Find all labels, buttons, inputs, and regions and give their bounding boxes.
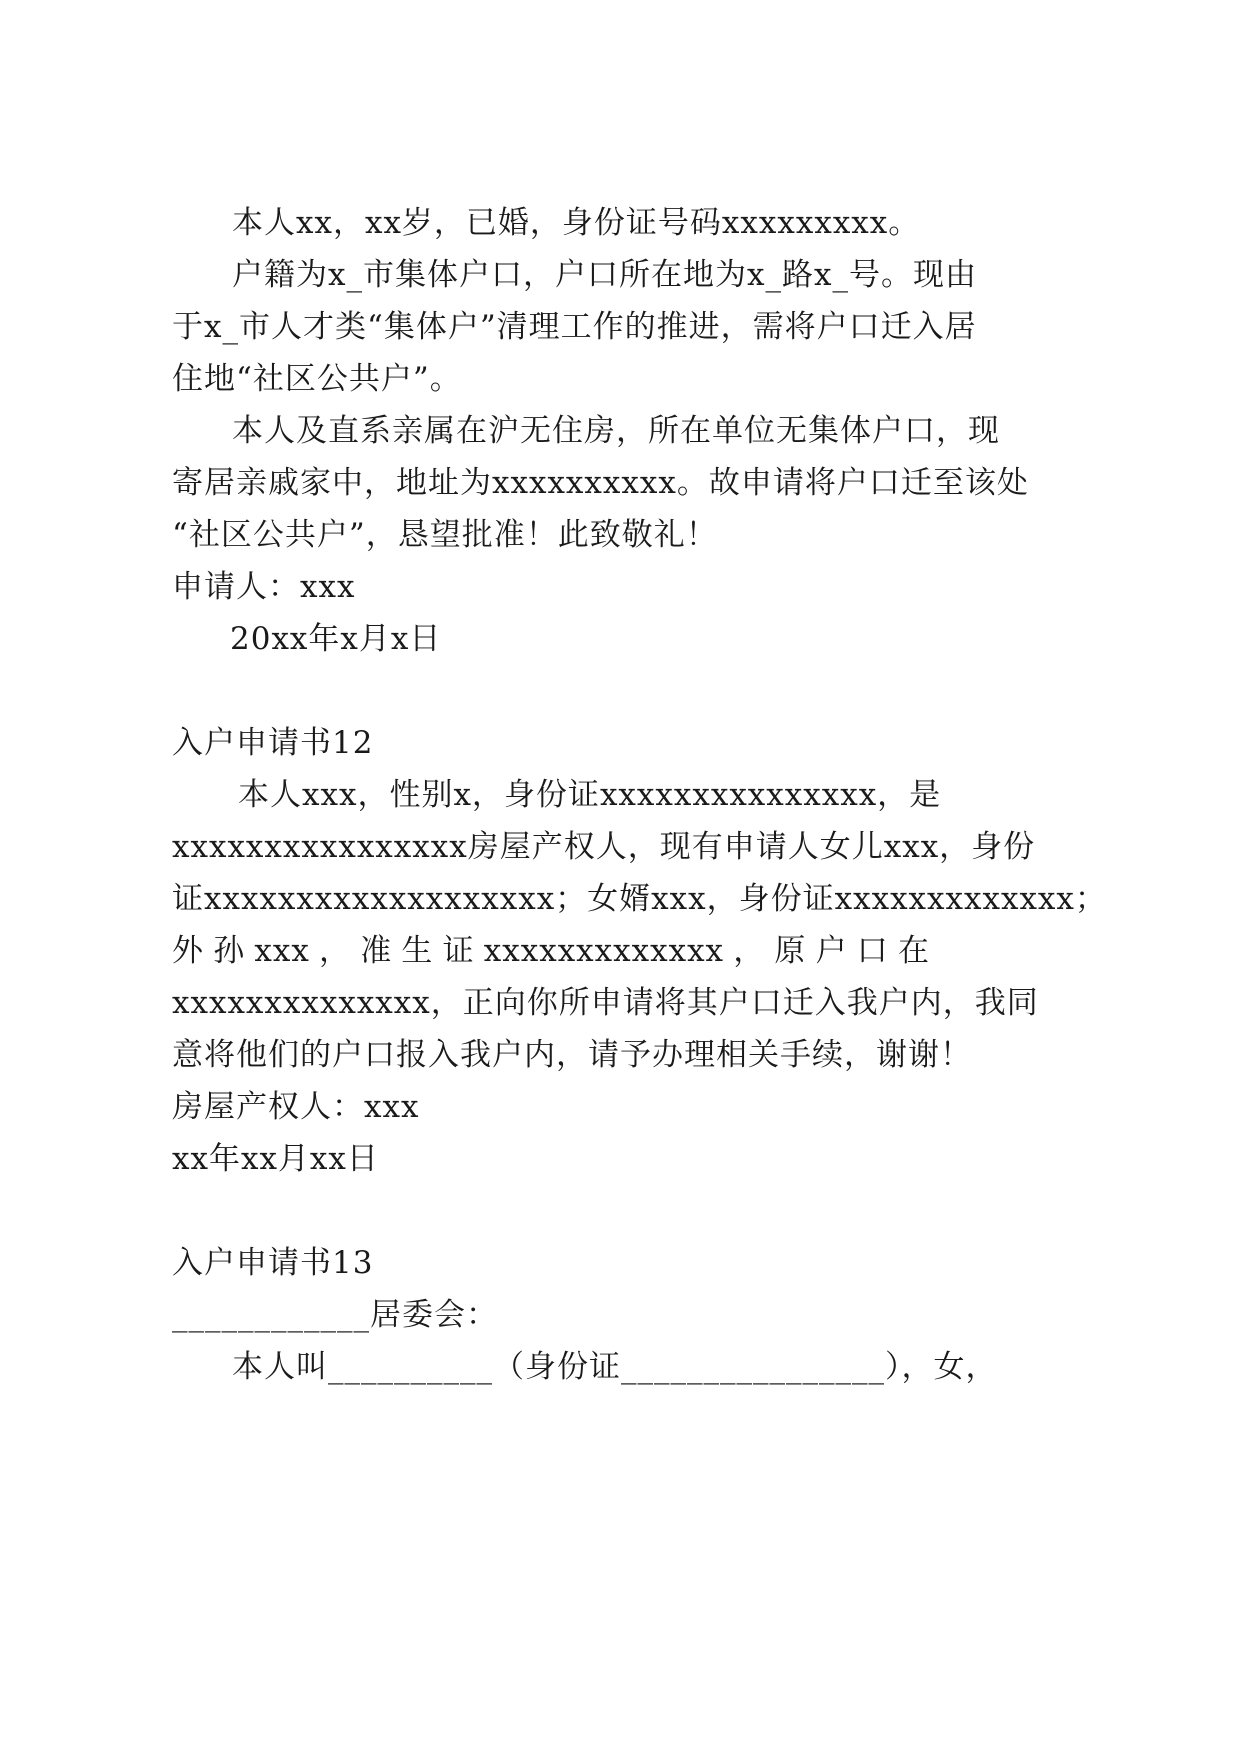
section12-date: xx年xx月xx日 [172, 1141, 379, 1177]
text-segment: 外 [172, 933, 204, 969]
paragraph-identity: 本人xx，xx岁，已婚，身份证号码xxxxxxxxx。 [232, 205, 921, 241]
text-segment: 证 [442, 933, 475, 969]
text-segment: 生 [401, 933, 434, 969]
text-segment: 原 [774, 933, 807, 969]
applicant-signature: 申请人：xxx [172, 569, 356, 605]
section13-line1: 本人叫__________（身份证________________），女， [232, 1349, 998, 1385]
paragraph-household-line2: 于x_市人才类“集体户”清理工作的推进，需将户口迁入居 [172, 309, 977, 345]
text-segment: 口 [856, 933, 889, 969]
paragraph-housing-line3: “社区公共户”，恳望批准！此致敬礼！ [172, 517, 718, 553]
text-segment: 在 [897, 933, 930, 969]
text-segment: 本人xxx， [238, 777, 390, 813]
text-segment: ， [319, 933, 352, 969]
section12-line3: 证xxxxxxxxxxxxxxxxxxx；女婿xxx，身份证xxxxxxxxxxxxx； [172, 881, 1107, 917]
text-segment: 是 [909, 777, 942, 813]
section-title-12: 入户申请书12 [172, 725, 374, 761]
paragraph-household-line1: 户籍为x_市集体户口，户口所在地为x_路x_号。现由 [232, 257, 977, 293]
application-date: 20xx年x月x日 [230, 621, 442, 657]
text-segment: 孙 [213, 933, 246, 969]
paragraph-household-line3: 住地“社区公共户”。 [172, 361, 462, 397]
section12-line1 [238, 775, 942, 815]
section12-line6: 意将他们的户口报入我户内，请予办理相关手续，谢谢！ [172, 1037, 972, 1073]
text-segment: xxxxxxxxxxxxxxx， [599, 777, 910, 813]
text-segment: 户 [815, 933, 848, 969]
paragraph-housing-line1: 本人及直系亲属在沪无住房，所在单位无集体户口，现 [232, 413, 1000, 449]
section12-line4 [172, 931, 930, 971]
section-title-13: 入户申请书13 [172, 1245, 374, 1281]
text-segment: xxxxxxxxxxxxx [483, 933, 725, 969]
paragraph-housing-line2: 寄居亲戚家中，地址为xxxxxxxxxx。故申请将户口迁至该处 [172, 465, 1029, 501]
committee-addressee: ____________居委会： [172, 1297, 498, 1333]
text-segment: 身份证 [503, 777, 600, 813]
owner-signature: 房屋产权人：xxx [172, 1089, 420, 1125]
section12-line5: xxxxxxxxxxxxxx，正向你所申请将其户口迁入我户内，我同 [172, 985, 1039, 1021]
text-segment: 性别x， [389, 777, 504, 813]
text-segment: xxx [254, 933, 310, 969]
text-segment: 准 [360, 933, 393, 969]
section12-line2: xxxxxxxxxxxxxxxx房屋产权人，现有申请人女儿xxx，身份 [172, 829, 1036, 865]
text-segment: ， [733, 933, 766, 969]
